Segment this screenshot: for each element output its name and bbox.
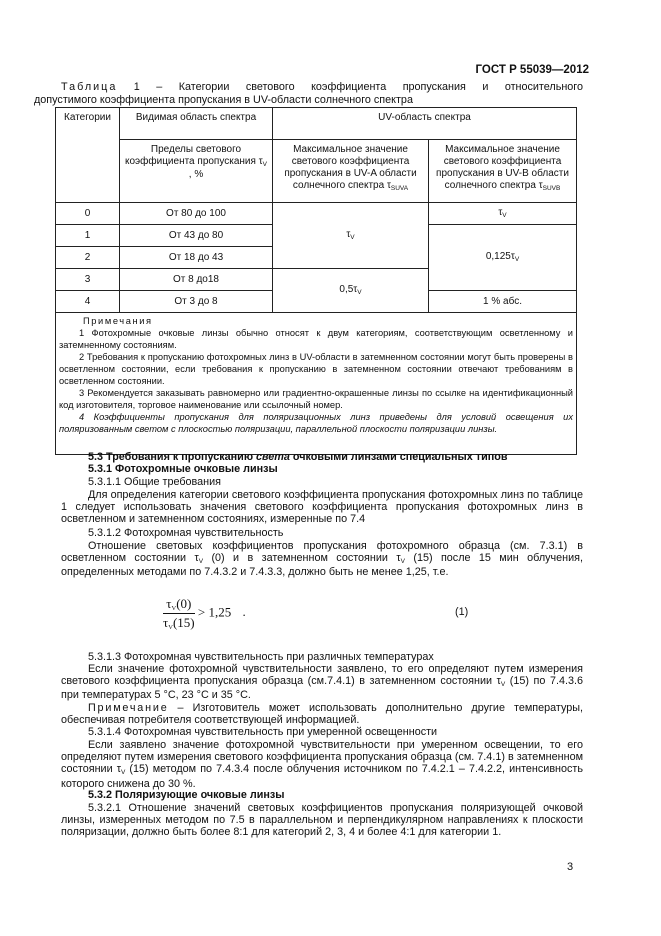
section-5-3-1-4-heading: 5.3.1.4 Фотохромная чувствительность при умеренной освещенности <box>88 726 438 738</box>
formula-1: $\frac{\tau_V(0)}{\tau_V(15)}$ > 1,25 . <box>163 596 246 631</box>
section-5-3-1-2-heading: 5.3.1.2 Фотохромная чувствительность <box>88 527 284 539</box>
uvb-value-cell: $\tau_V$ <box>429 203 577 225</box>
document-code: ГОСТ Р 55039—2012 <box>475 64 589 76</box>
note-paragraph: Примечание – Изготовитель может использовать дополнительно другие температуры, обеспечивая потребителя соответствующей информацией. <box>61 701 583 726</box>
section-5-3-1-heading: 5.3.1 Фотохромные очковые линзы <box>88 463 278 475</box>
formula-number: (1) <box>455 606 469 618</box>
visible-range-cell: От 43 до 80 <box>120 225 273 247</box>
category-cell: 2 <box>56 247 120 269</box>
table-notes <box>56 313 577 455</box>
caption-text-line1: 1 – Категории светового коэффициента пропускания и относительного <box>133 81 583 93</box>
note-1: 1 Фотохромные очковые линзы обычно относят к двум категориям, соответствующим осветленному и затемненному состояниям. <box>59 328 573 350</box>
caption-text-line2: допустимого коэффициента пропускания в UV-области солнечного спектра <box>34 94 413 106</box>
note-2: 2 Требования к пропусканию фотохромных линз в UV-области в затемненном состоянии могут быть проверены в осветленном состоянии, если требования к пропусканию в затемненном состоянии отвечают требованиям в осветленном состоянии. <box>59 352 573 386</box>
visible-range-cell: От 80 до 100 <box>120 203 273 225</box>
category-cell: 3 <box>56 269 120 291</box>
header-categories: Категории <box>56 108 120 203</box>
paragraph-5-3-1-4: Если заявлено значение фотохромной чувствительности при умеренном освещении, то его определяют путем измерения светового коэффициента пропускания образца (см. 7.4.1) в затемненном состоянии $\tau_V$ (15) методом по 7.4.3.4 после облучения источником по 7.4.2.1 – 7.4.2.2, интенсивность которого снижена до 30 %. <box>61 739 583 790</box>
table-caption <box>34 81 583 107</box>
header-visible: Видимая область спектра <box>120 108 273 140</box>
notes-heading: Примечания <box>83 316 153 326</box>
visible-range-cell: От 18 до 43 <box>120 247 273 269</box>
paragraph-5-3-2-1: 5.3.2.1 Отношение значений световых коэффициентов пропускания поляризующей очковой линзы, измеренных методом по 7.5 в параллельном и перпендикулярном направлениях к плоскости поляризации, должно быть более 8:1 для категорий 2, 3, 4 и более 4:1 для категории 1. <box>61 802 583 839</box>
note-4: 4 Коэффициенты пропускания для поляризационных линз приведены для условий освещения их поляризованным светом с плоскостью поляризации, параллельной плоскости поляризации линзы. <box>59 412 573 434</box>
paragraph-5-3-1-2: Отношение световых коэффициентов пропускания фотохромного образца (см. 7.3.1) в осветленном состоянии $\tau_V$ (0) и в затемненном состоянии $\tau_V$ (15) после 15 мин облучения, определенных методами по 7.4.3.2 и 7.4.3.3, должно быть не менее 1,25, т.е. <box>61 540 583 579</box>
page-number: 3 <box>567 861 574 873</box>
caption-label: Таблица <box>61 81 118 93</box>
section-5-3-heading: 5.3 Требования к пропусканию света очковыми линзами специальных типов <box>88 451 508 463</box>
uva-value-cell: $0,5\tau_V$ <box>273 269 429 313</box>
paragraph-5-3-1-1: Для определения категории светового коэффициента пропускания фотохромных линз по таблице 1 следует использовать значения светового коэффициента пропускания фотохромных линз в осветленном и затемненном состояниях, измеренные по 7.4 <box>61 489 583 526</box>
section-5-3-1-3-heading: 5.3.1.3 Фотохромная чувствительность при различных температурах <box>88 651 434 663</box>
category-cell: 4 <box>56 291 120 313</box>
subheader-uva: Максимальное значение светового коэффициента пропускания в UV-A области солнечного спектра $\tau_{SUVA}$ <box>273 140 429 203</box>
categories-table <box>55 107 577 455</box>
section-5-3-2-heading: 5.3.2 Поляризующие очковые линзы <box>88 789 285 801</box>
section-5-3-1-1-heading: 5.3.1.1 Общие требования <box>88 476 221 488</box>
uvb-value-cell: 1 % абс. <box>429 291 577 313</box>
uva-value-cell: $\tau_V$ <box>273 203 429 269</box>
subheader-visible: Пределы светового коэффициента пропускания $\tau_V$ , % <box>120 140 273 203</box>
category-cell: 0 <box>56 203 120 225</box>
subheader-uvb: Максимальное значение светового коэффициента пропускания в UV-B области солнечного спектра $\tau_{SUVB}$ <box>429 140 577 203</box>
header-uv: UV-область спектра <box>273 108 577 140</box>
category-cell: 1 <box>56 225 120 247</box>
paragraph-5-3-1-3: Если значение фотохромной чувствительности заявлено, то его определяют путем измерения светового коэффициента пропускания образца (см.7.4.1) в затемненном состоянии $\tau_V$ (15) по 7.4.3.6 при температурах 5 °C, 23 °C и 35 °C. Примечание – Изготовитель может использовать дополнительно другие температуры, обеспечивая потребителя соответствующей информацией. <box>61 663 583 726</box>
uvb-value-cell: $0,125\tau_V$ <box>429 225 577 291</box>
note-3: 3 Рекомендуется заказывать равномерно или градиентно-окрашенные линзы по ссылке на идентификационный код изготовителя, торговое наименование или ссылочный номер. <box>59 388 573 410</box>
visible-range-cell: От 8 до18 <box>120 269 273 291</box>
visible-range-cell: От 3 до 8 <box>120 291 273 313</box>
